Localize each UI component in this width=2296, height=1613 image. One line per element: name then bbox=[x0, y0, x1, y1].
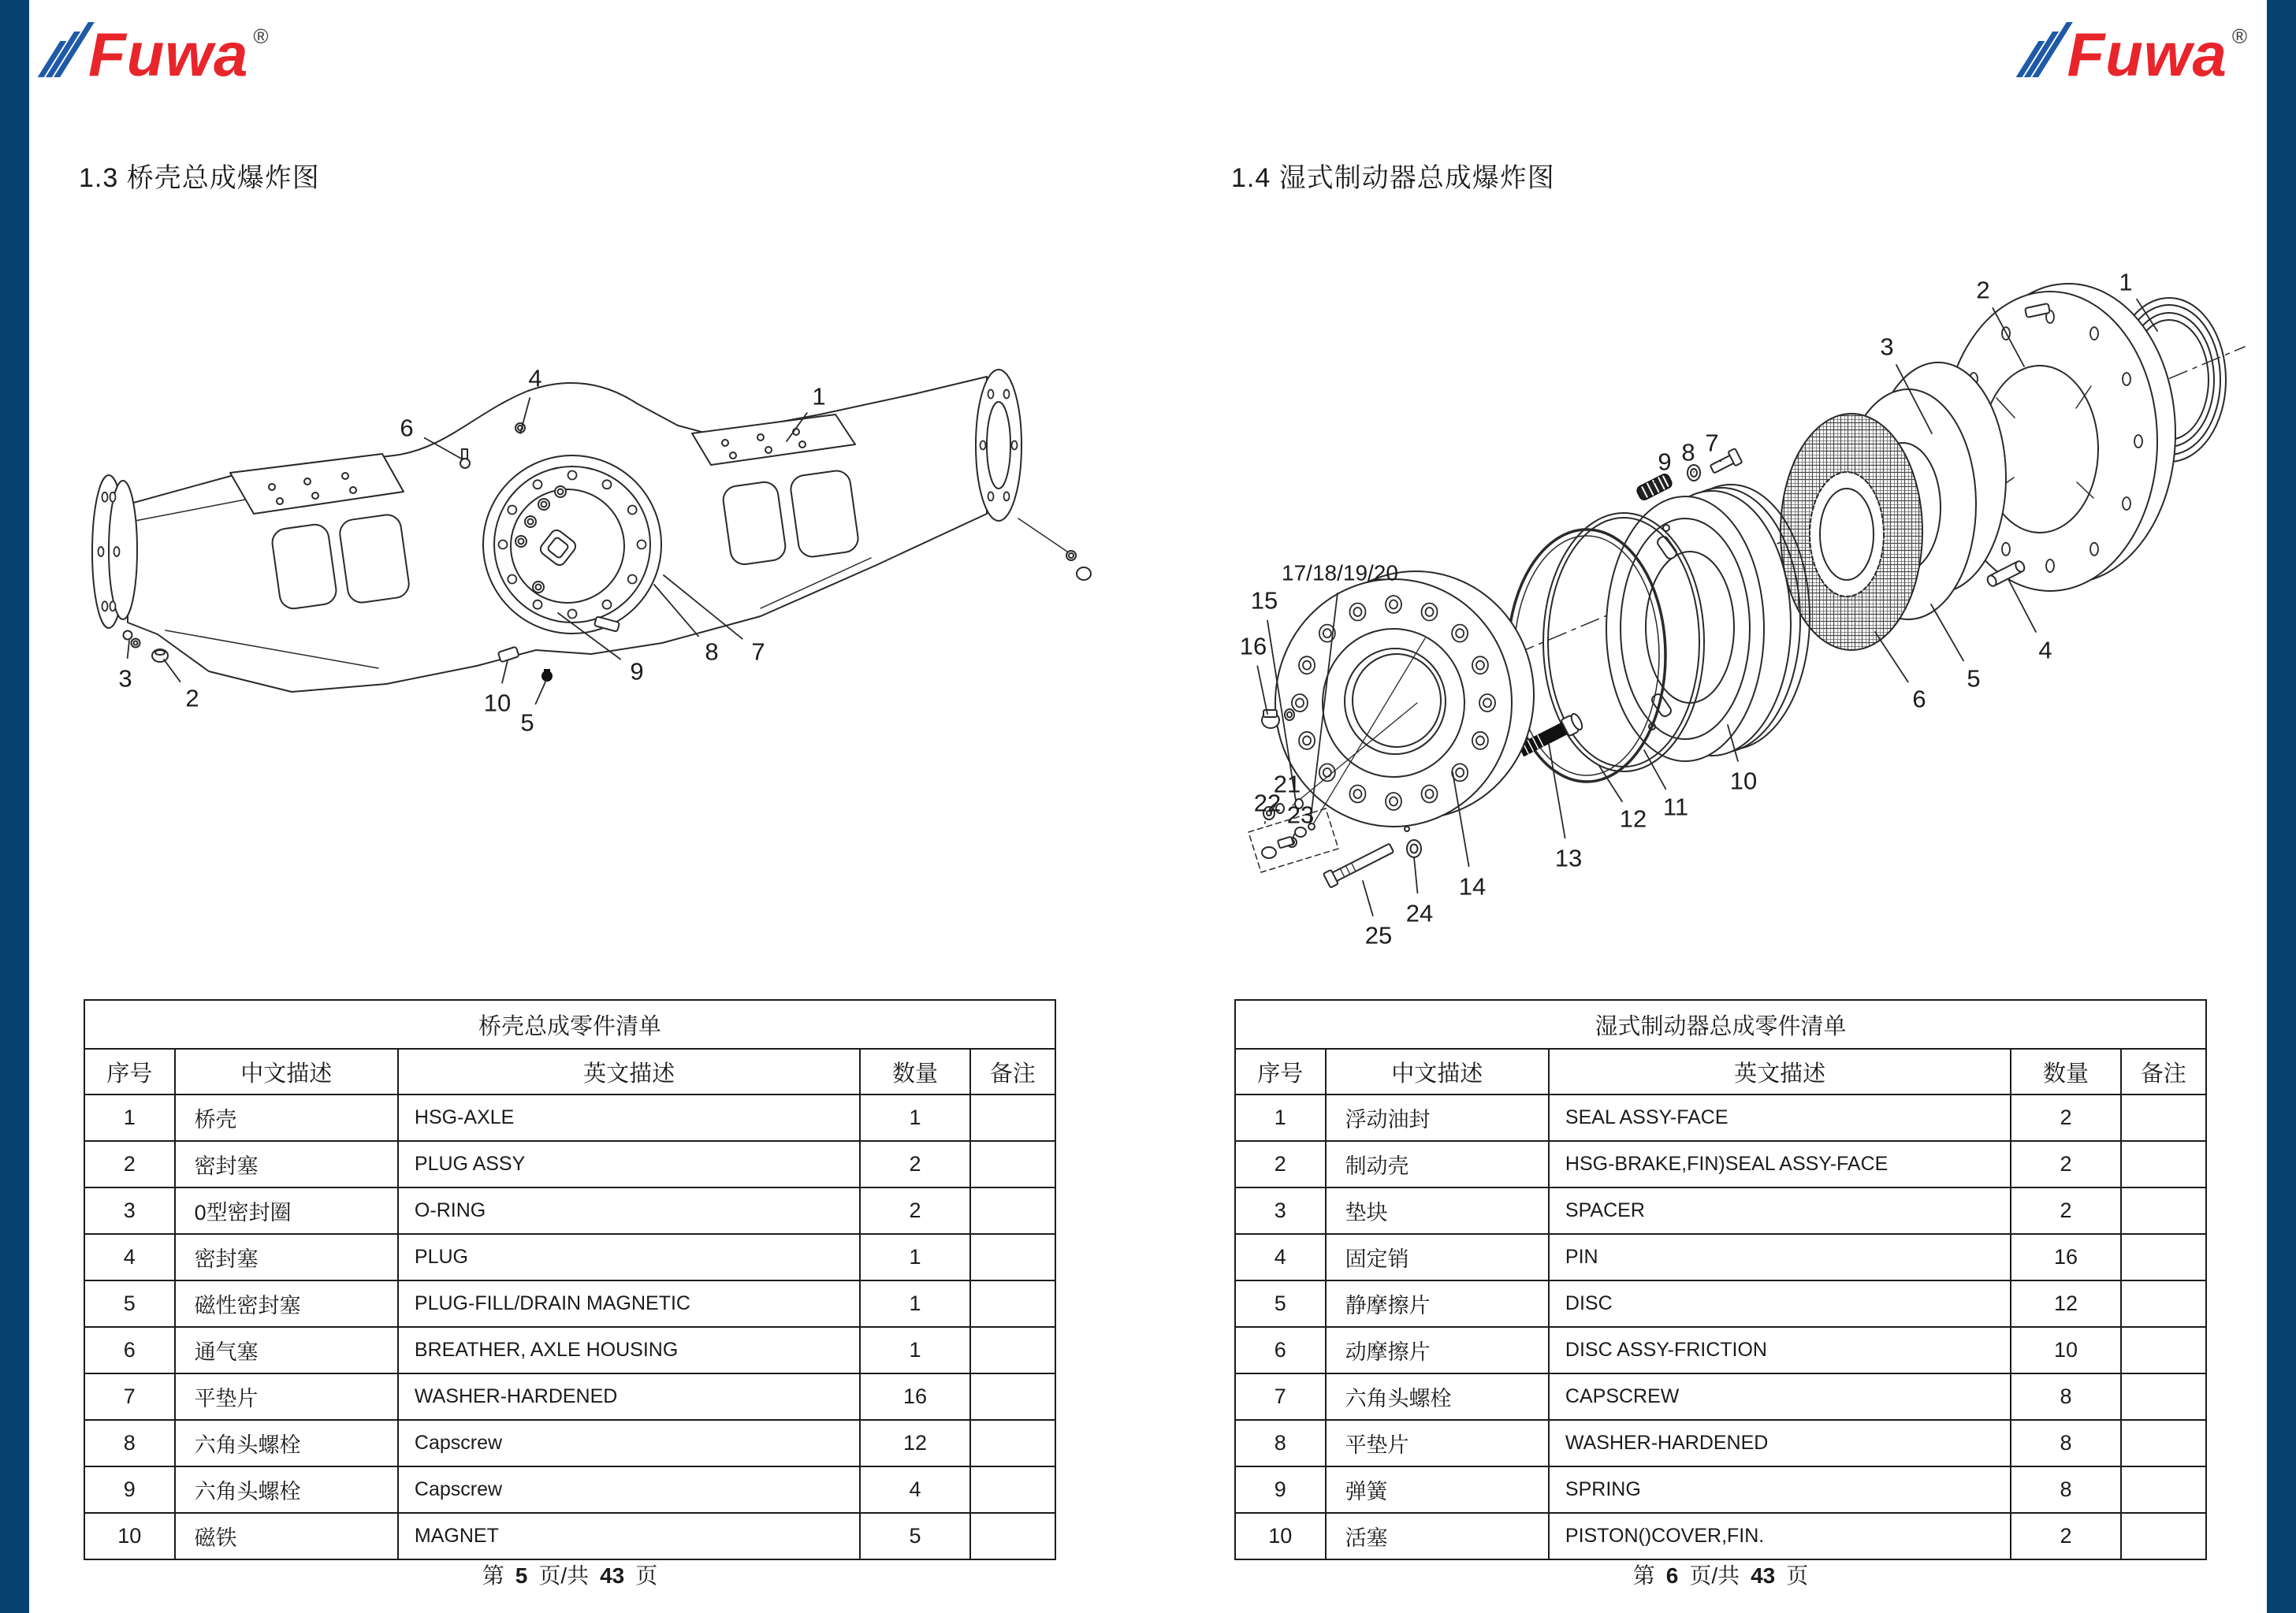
cell-en-desc: WASHER-HARDENED bbox=[1549, 1420, 2011, 1466]
part-spring-9 bbox=[1635, 473, 1673, 501]
callout-label: 3 bbox=[118, 664, 132, 693]
part-plug-5 bbox=[541, 669, 553, 682]
cell-index: 1 bbox=[1235, 1095, 1326, 1141]
footer-page-number: 5 bbox=[515, 1563, 528, 1588]
cell-index: 8 bbox=[84, 1420, 175, 1466]
column-header: 英文描述 bbox=[398, 1049, 860, 1095]
footer-page-number: 6 bbox=[1665, 1563, 1679, 1588]
logo-registered-mark: ® bbox=[253, 24, 269, 48]
logo-registered-mark: ® bbox=[2231, 24, 2247, 48]
callout-label: 2 bbox=[185, 684, 199, 712]
bolt-hole bbox=[2134, 435, 2142, 448]
column-header: 中文描述 bbox=[1326, 1049, 1549, 1095]
bolt-hole bbox=[603, 480, 612, 489]
logo-text: Fuwa bbox=[88, 20, 249, 89]
table-row bbox=[1235, 1234, 2206, 1280]
leader-line bbox=[1654, 480, 1655, 482]
leader-line bbox=[536, 680, 546, 704]
cell-cn-desc: 六角头螺栓 bbox=[175, 1466, 398, 1513]
callout-label: 16 bbox=[1239, 632, 1267, 660]
bolt-hole bbox=[102, 601, 108, 611]
leader-line bbox=[164, 660, 180, 682]
bolt-hole bbox=[1012, 441, 1018, 450]
cell-qty: 8 bbox=[2011, 1420, 2120, 1466]
cell-cn-desc: 动摩擦片 bbox=[1326, 1327, 1549, 1373]
bolt-hole bbox=[603, 600, 612, 609]
bolt-hole bbox=[1476, 661, 1484, 670]
callout-label: 5 bbox=[1967, 664, 1981, 693]
cell-qty: 12 bbox=[2011, 1280, 2120, 1327]
column-header: 序号 bbox=[84, 1049, 175, 1095]
callout-label: 1 bbox=[2119, 268, 2133, 296]
bolt-hole bbox=[1390, 600, 1397, 609]
cell-qty: 8 bbox=[2011, 1466, 2120, 1513]
cell-qty: 2 bbox=[860, 1141, 969, 1187]
cell-index: 7 bbox=[1235, 1373, 1326, 1420]
cell-en-desc: MAGNET bbox=[398, 1513, 860, 1559]
part-piston-housing-10 bbox=[1606, 485, 1810, 761]
callout-label: 11 bbox=[1662, 793, 1689, 821]
cell-note bbox=[970, 1234, 1055, 1280]
cell-en-desc: PLUG bbox=[398, 1234, 860, 1280]
right-flange bbox=[976, 370, 1067, 552]
cell-en-desc: PLUG-FILL/DRAIN MAGNETIC bbox=[398, 1280, 860, 1327]
callout-label: 8 bbox=[705, 637, 719, 666]
cell-note bbox=[970, 1420, 1055, 1466]
callout-label: 9 bbox=[1658, 448, 1672, 476]
cell-note bbox=[2121, 1141, 2206, 1187]
callout-label: 25 bbox=[1364, 921, 1393, 950]
part-washer-24 bbox=[1407, 840, 1421, 857]
table-row bbox=[1235, 1187, 2206, 1234]
column-header: 中文描述 bbox=[175, 1049, 398, 1095]
callout-label: 24 bbox=[1405, 899, 1434, 927]
table-row bbox=[1235, 1420, 2206, 1466]
cell-qty: 1 bbox=[860, 1234, 969, 1280]
bolt-hole bbox=[1353, 608, 1361, 616]
cell-note bbox=[2121, 1187, 2206, 1234]
part-bolt-25 bbox=[1323, 841, 1395, 888]
cell-index: 6 bbox=[84, 1327, 175, 1373]
callout-label: 5 bbox=[520, 708, 534, 737]
banjo-housing bbox=[483, 455, 661, 634]
table-row bbox=[84, 1141, 1055, 1187]
wet-brake-parts-table bbox=[1234, 999, 2207, 1560]
cell-en-desc: HSG-BRAKE,FIN)SEAL ASSY-FACE bbox=[1549, 1141, 2011, 1187]
bolt-hole bbox=[2123, 373, 2130, 385]
parts-right-pair bbox=[1066, 551, 1091, 580]
leader-line bbox=[1363, 881, 1373, 916]
cell-cn-desc: 桥壳 bbox=[175, 1095, 398, 1141]
leader-line bbox=[1549, 744, 1565, 838]
cell-en-desc: Capscrew bbox=[398, 1420, 860, 1466]
column-header: 备注 bbox=[970, 1049, 1055, 1095]
cell-qty: 2 bbox=[2011, 1095, 2120, 1141]
viewer-right-border bbox=[2267, 0, 2296, 1613]
cell-cn-desc: 浮动油封 bbox=[1326, 1095, 1549, 1141]
cell-index: 9 bbox=[84, 1466, 175, 1513]
page-footer-left bbox=[478, 1559, 662, 1590]
cell-note bbox=[2121, 1373, 2206, 1420]
cell-note bbox=[2121, 1513, 2206, 1559]
callout-label: 23 bbox=[1286, 801, 1315, 829]
cell-cn-desc: 弹簧 bbox=[1326, 1466, 1549, 1513]
cell-cn-desc: 通气塞 bbox=[175, 1327, 398, 1373]
callout-label: 13 bbox=[1554, 844, 1583, 872]
bolt-hole bbox=[1476, 736, 1484, 745]
cell-note bbox=[970, 1466, 1055, 1513]
bolt-hole bbox=[628, 575, 637, 584]
cell-cn-desc: 平垫片 bbox=[175, 1373, 398, 1420]
cell-note bbox=[2121, 1327, 2206, 1373]
callout-label: 8 bbox=[1681, 438, 1695, 466]
logo-slashes-icon bbox=[2027, 22, 2060, 77]
cell-note bbox=[970, 1141, 1055, 1187]
bolt-hole bbox=[981, 441, 986, 450]
bolt-hole bbox=[534, 480, 542, 489]
column-header: 数量 bbox=[2011, 1049, 2120, 1095]
cell-qty: 1 bbox=[860, 1280, 969, 1327]
bolt-hole bbox=[988, 492, 994, 500]
table-header-row bbox=[84, 1049, 1055, 1095]
cell-en-desc: SEAL ASSY-FACE bbox=[1549, 1095, 2011, 1141]
bolt-hole bbox=[1303, 661, 1311, 670]
footer-total-pages: 43 bbox=[600, 1563, 625, 1588]
cell-cn-desc: 静摩擦片 bbox=[1326, 1280, 1549, 1327]
footer-prefix: 第 bbox=[1632, 1563, 1655, 1588]
viewer-left-border bbox=[0, 0, 29, 1613]
bolt-hole bbox=[2090, 543, 2098, 556]
part-washer-8 bbox=[1688, 465, 1700, 481]
logo-text: Fuwa bbox=[2067, 20, 2227, 89]
cell-qty: 4 bbox=[860, 1466, 969, 1513]
footer-suffix: 页 bbox=[635, 1563, 658, 1588]
table-row bbox=[84, 1095, 1055, 1141]
bolt-hole bbox=[1323, 768, 1331, 777]
callout-label: 2 bbox=[1976, 276, 1990, 304]
bolt-hole bbox=[1456, 768, 1464, 777]
table-row bbox=[1235, 1373, 2206, 1420]
cell-index: 1 bbox=[84, 1095, 175, 1141]
footer-infix: 页/共 bbox=[1689, 1563, 1740, 1588]
cell-index: 3 bbox=[1235, 1187, 1326, 1234]
table-row bbox=[1235, 1327, 2206, 1373]
cell-note bbox=[970, 1373, 1055, 1420]
cell-cn-desc: 磁铁 bbox=[175, 1513, 398, 1559]
table-row bbox=[1235, 1141, 2206, 1187]
cell-index: 10 bbox=[1235, 1513, 1326, 1559]
cell-qty: 2 bbox=[2011, 1187, 2120, 1234]
callout-label: 17/18/19/20 bbox=[1282, 560, 1398, 585]
bolt-hole bbox=[1303, 736, 1311, 745]
section-title-1-4: 1.4 湿式制动器总成爆炸图 bbox=[1231, 163, 1555, 193]
bolt-hole bbox=[1004, 492, 1010, 500]
axle-housing-parts-table bbox=[84, 999, 1056, 1560]
footer-total-pages: 43 bbox=[1751, 1563, 1776, 1588]
callout-label: 10 bbox=[483, 689, 512, 717]
fuwa-logo-left bbox=[49, 13, 269, 89]
callout-label: 6 bbox=[400, 414, 414, 442]
bolt-hole bbox=[1296, 699, 1304, 708]
bolt-hole bbox=[508, 575, 516, 584]
callout-label: 10 bbox=[1729, 767, 1758, 795]
cell-qty: 16 bbox=[2011, 1234, 2120, 1280]
table-row bbox=[84, 1234, 1055, 1280]
table-title: 桥壳总成零件清单 bbox=[84, 1000, 1055, 1049]
table-row bbox=[84, 1466, 1055, 1513]
callout-label: 14 bbox=[1458, 872, 1487, 901]
cell-en-desc: DISC ASSY-FRICTION bbox=[1549, 1327, 2011, 1373]
cell-index: 7 bbox=[84, 1373, 175, 1420]
callout-label: 21 bbox=[1273, 770, 1301, 798]
cell-cn-desc: 磁性密封塞 bbox=[175, 1280, 398, 1327]
bolt-hole bbox=[1390, 797, 1397, 806]
leader-line bbox=[502, 660, 508, 683]
bolt-hole bbox=[534, 600, 542, 609]
cell-index: 2 bbox=[1235, 1141, 1326, 1187]
table-row bbox=[84, 1420, 1055, 1466]
part-oring-3 bbox=[124, 631, 140, 648]
wet-brake-figure bbox=[1220, 221, 2268, 977]
cell-en-desc: CAPSCREW bbox=[1549, 1373, 2011, 1420]
cell-en-desc: Capscrew bbox=[398, 1466, 860, 1513]
cell-cn-desc: 密封塞 bbox=[175, 1234, 398, 1280]
footer-suffix: 页 bbox=[1786, 1563, 1809, 1588]
callout-label: 7 bbox=[1705, 429, 1719, 457]
leader-line bbox=[1875, 632, 1908, 682]
bolt-hole bbox=[568, 610, 577, 619]
cell-en-desc: PLUG ASSY bbox=[398, 1141, 860, 1187]
bolt-hole bbox=[1353, 790, 1361, 798]
footer-prefix: 第 bbox=[482, 1563, 504, 1588]
cell-en-desc: WASHER-HARDENED bbox=[398, 1373, 860, 1420]
bolt-hole bbox=[1426, 608, 1434, 616]
column-header: 数量 bbox=[860, 1049, 969, 1095]
cell-index: 5 bbox=[1235, 1280, 1326, 1327]
cell-note bbox=[2121, 1095, 2206, 1141]
section-title-1-3: 1.3 桥壳总成爆炸图 bbox=[79, 163, 320, 193]
table-row bbox=[1235, 1280, 2206, 1327]
cell-note bbox=[2121, 1420, 2206, 1466]
table-title-row bbox=[1235, 1000, 2206, 1049]
bolt-hole bbox=[102, 492, 108, 502]
callout-label: 4 bbox=[528, 364, 542, 392]
table-row bbox=[84, 1187, 1055, 1234]
cell-qty: 5 bbox=[860, 1513, 969, 1559]
table-row bbox=[84, 1327, 1055, 1373]
cell-note bbox=[970, 1095, 1055, 1141]
cell-note bbox=[970, 1280, 1055, 1327]
cell-note bbox=[2121, 1280, 2206, 1327]
cell-qty: 2 bbox=[2011, 1513, 2120, 1559]
cell-qty: 2 bbox=[860, 1187, 969, 1234]
cell-index: 10 bbox=[84, 1513, 175, 1559]
table-row bbox=[84, 1373, 1055, 1420]
logo-slashes-icon bbox=[49, 22, 82, 77]
cell-en-desc: O-RING bbox=[398, 1187, 860, 1234]
bolt-hole bbox=[1426, 790, 1434, 798]
callout-label: 12 bbox=[1619, 805, 1647, 833]
callout-label: 22 bbox=[1253, 789, 1282, 817]
leader-line bbox=[1931, 604, 1963, 660]
bolt-hole bbox=[628, 506, 637, 515]
axle-housing-figure bbox=[47, 315, 1119, 804]
cell-note bbox=[970, 1327, 1055, 1373]
callout-label: 6 bbox=[1912, 685, 1926, 713]
table-row bbox=[84, 1280, 1055, 1327]
bolt-hole bbox=[110, 492, 116, 502]
page-footer-right bbox=[1629, 1559, 1813, 1590]
leader-line bbox=[1414, 857, 1417, 893]
bolt-hole bbox=[1456, 629, 1464, 637]
cell-qty: 2 bbox=[2011, 1141, 2120, 1187]
fuwa-logo-right bbox=[2027, 13, 2247, 89]
cell-en-desc: SPRING bbox=[1549, 1466, 2011, 1513]
table-title-row bbox=[84, 1000, 1055, 1049]
cell-en-desc: HSG-AXLE bbox=[398, 1095, 860, 1141]
cell-index: 3 bbox=[84, 1187, 175, 1234]
bolt-hole bbox=[2123, 497, 2130, 510]
bolt-hole bbox=[638, 541, 646, 549]
bolt-hole bbox=[2002, 543, 2010, 556]
cell-en-desc: DISC bbox=[1549, 1280, 2011, 1327]
cell-cn-desc: 六角头螺栓 bbox=[175, 1420, 398, 1466]
cell-cn-desc: 六角头螺栓 bbox=[1326, 1373, 1549, 1420]
cell-qty: 1 bbox=[860, 1095, 969, 1141]
cell-cn-desc: 活塞 bbox=[1326, 1513, 1549, 1559]
bolt-hole bbox=[110, 601, 116, 611]
cell-en-desc: PISTON()COVER,FIN. bbox=[1549, 1513, 2011, 1559]
cell-cn-desc: 制动壳 bbox=[1326, 1141, 1549, 1187]
cell-index: 8 bbox=[1235, 1420, 1326, 1466]
table-row bbox=[1235, 1466, 2206, 1513]
cell-cn-desc: 平垫片 bbox=[1326, 1420, 1549, 1466]
cell-index: 4 bbox=[1235, 1234, 1326, 1280]
leader-line bbox=[128, 641, 129, 658]
callout-label: 1 bbox=[812, 382, 826, 411]
cell-note bbox=[2121, 1234, 2206, 1280]
bolt-hole bbox=[988, 390, 994, 399]
bolt-hole bbox=[2046, 559, 2054, 572]
callout-label: 4 bbox=[2038, 636, 2052, 664]
cell-note bbox=[2121, 1466, 2206, 1513]
cell-cn-desc: 固定销 bbox=[1326, 1234, 1549, 1280]
cell-index: 2 bbox=[84, 1141, 175, 1187]
cell-qty: 16 bbox=[860, 1373, 969, 1420]
cell-qty: 10 bbox=[2011, 1327, 2120, 1373]
cell-index: 6 bbox=[1235, 1327, 1326, 1373]
bolt-hole bbox=[499, 541, 508, 549]
cell-note bbox=[970, 1513, 1055, 1559]
bolt-hole bbox=[99, 547, 104, 556]
table-title: 湿式制动器总成零件清单 bbox=[1235, 1000, 2206, 1049]
left-flange bbox=[92, 475, 137, 628]
bolt-hole bbox=[1004, 390, 1010, 399]
bolt-hole bbox=[2090, 327, 2098, 340]
bolt-hole bbox=[1483, 699, 1491, 708]
cell-qty: 12 bbox=[860, 1420, 969, 1466]
column-header: 备注 bbox=[2121, 1049, 2206, 1095]
cell-index: 4 bbox=[84, 1234, 175, 1280]
column-header: 英文描述 bbox=[1549, 1049, 2011, 1095]
cell-cn-desc: 垫块 bbox=[1326, 1187, 1549, 1234]
cell-en-desc: BREATHER, AXLE HOUSING bbox=[398, 1327, 860, 1373]
cell-index: 5 bbox=[84, 1280, 175, 1327]
bolt-hole bbox=[568, 471, 577, 480]
cell-cn-desc: 密封塞 bbox=[175, 1141, 398, 1187]
callout-label: 9 bbox=[630, 657, 644, 686]
part-plug-2 bbox=[152, 649, 168, 662]
cell-qty: 1 bbox=[860, 1327, 969, 1373]
leader-line bbox=[1257, 666, 1267, 714]
callout-label: 15 bbox=[1250, 586, 1278, 615]
bolt-hole bbox=[508, 506, 516, 515]
cell-en-desc: PIN bbox=[1549, 1234, 2011, 1280]
callout-label: 7 bbox=[751, 637, 765, 666]
table-row bbox=[84, 1513, 1055, 1559]
table-header-row bbox=[1235, 1049, 2206, 1095]
bolt-hole bbox=[1323, 629, 1331, 637]
bolt-hole bbox=[114, 547, 120, 556]
footer-infix: 页/共 bbox=[538, 1563, 590, 1588]
cell-note bbox=[970, 1187, 1055, 1234]
table-row bbox=[1235, 1095, 2206, 1141]
cell-index: 9 bbox=[1235, 1466, 1326, 1513]
part-friction-disc-6 bbox=[1781, 414, 1922, 650]
column-header: 序号 bbox=[1235, 1049, 1326, 1095]
cell-en-desc: SPACER bbox=[1549, 1187, 2011, 1234]
callout-label: 3 bbox=[1880, 333, 1894, 361]
cell-qty: 8 bbox=[2011, 1373, 2120, 1420]
cell-cn-desc: 0型密封圈 bbox=[175, 1187, 398, 1234]
table-row bbox=[1235, 1513, 2206, 1559]
